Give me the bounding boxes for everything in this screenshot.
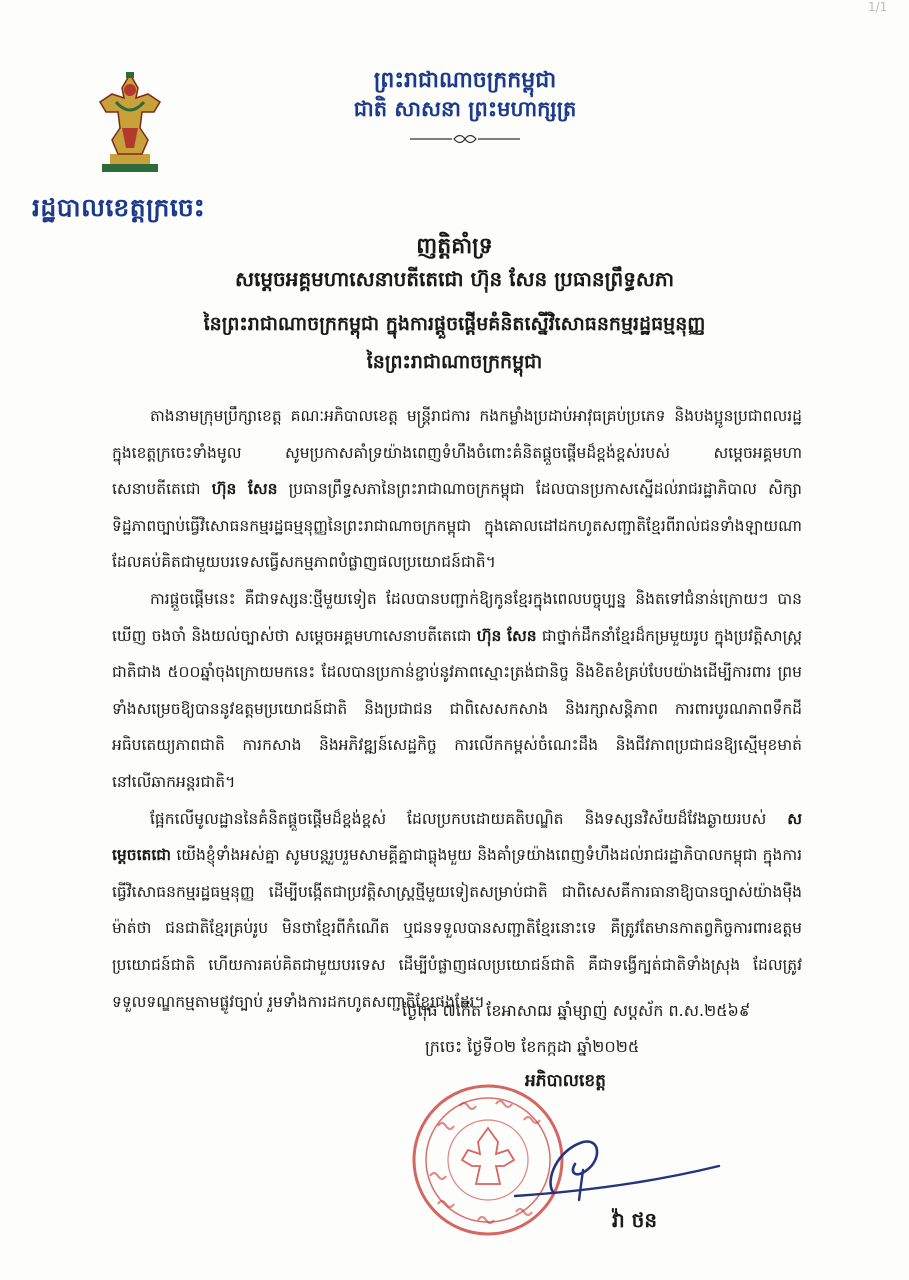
notice-heading: ញត្តិគាំទ្រ bbox=[416, 234, 493, 259]
paragraph-2-text-a: ការផ្តួចផ្តើមនេះ គឺជាទស្សនៈថ្មីមួយទៀត ដែលបានបញ្ជាក់ឱ្យកូនខ្មែរក្នុងពេលបច្ចុប្បន្ន និងតទៅជំនាន់ក្រោយៗ បានឃើញ ចងចាំ និងយល់ច្បាស់ថា សម្តេចអគ្គមហាសេនាបតីតេជោ bbox=[112, 589, 802, 645]
paragraph-1-name: ហ៊ុន សែន bbox=[211, 480, 278, 499]
signer-title: អភិបាលខេត្ត bbox=[525, 1071, 606, 1091]
lunar-date: ថ្ងៃពុធ ៧កើត ខែអាសាឍ ឆ្នាំម្សាញ់ សប្តស័ក ព.ស.២៥៦៩ bbox=[402, 1001, 751, 1020]
signature-icon bbox=[505, 1130, 725, 1210]
document-body bbox=[112, 398, 802, 1020]
national-motto: ជាតិ សាសនា ព្រះមហាក្សត្រ bbox=[353, 97, 577, 121]
kingdom-title: ព្រះរាជាណាចក្រកម្ពុជា bbox=[373, 68, 557, 93]
notice-subject-line-3: នៃព្រះរាជាណាចក្រកម្ពុជា bbox=[366, 351, 543, 373]
solar-date: ក្រចេះ ថ្ងៃទី០២ ខែកក្កដា ឆ្នាំ២០២៥ bbox=[425, 1037, 640, 1056]
paragraph-1-text-b: ប្រធានព្រឹទ្ធសភានៃព្រះរាជាណាចក្រកម្ពុជា ដែលបានប្រកាសស្នើដល់រាជរដ្ឋាភិបាល សិក្សាទិដ្ឋភាពច្បាប់ធ្វើវិសោធនកម្មរដ្ឋធម្មនុញ្ញនៃព្រះរាជាណាចក្រកម្ពុជា ក្នុងគោលដៅដកហូតសញ្ជាតិខ្មែរពីរាល់ជនទាំងឡាយណា ដែលគប់គិតជាមួយបរទេសធ្វើសកម្មភាពបំផ្លាញផលប្រយោជន៍ជាតិ។ bbox=[112, 480, 802, 572]
paragraph-3-text-a: ផ្អែកលើមូលដ្ឋាននៃគំនិតផ្តួចផ្តើមដ៏ខ្ពង់ខ្ពស់ ដែលប្រកបដោយគតិបណ្ឌិត និងទស្សនវិស័យដ៏វែងឆ្ងាយរបស់ bbox=[150, 809, 788, 828]
garuda-crest-icon bbox=[96, 68, 164, 178]
ornament-divider-icon bbox=[410, 132, 520, 146]
corner-mark: 1/1 bbox=[868, 0, 888, 14]
paragraph-3-name: សម្តេចតេជោ bbox=[112, 809, 802, 865]
notice-subject-line-2: នៃព្រះរាជាណាចក្រកម្ពុជា ក្នុងការផ្តួចផ្តើមគំនិតស្នើវិសោធនកម្មរដ្ឋធម្មនុញ្ញ bbox=[203, 313, 706, 335]
signer-name: វ៉ា ថន bbox=[612, 1208, 658, 1232]
issuing-authority: រដ្ឋបាលខេត្តក្រចេះ bbox=[32, 193, 206, 222]
paragraph-3-text-b: យើងខ្ញុំទាំងអស់គ្នា សូមបន្តរួបរួមសាមគ្គីគ្នាជាធ្លុងមួយ និងគាំទ្រយ៉ាងពេញទំហឹងដល់រាជរដ្ឋាភិបាលកម្ពុជា ក្នុងការធ្វើវិសោធនកម្មរដ្ឋធម្មនុញ្ញ ដើម្បីបង្កើតជាប្រវត្តិសាស្ត្រថ្មីមួយទៀតសម្រាប់ជាតិ ជាពិសេសគឺការធានាឱ្យបានច្បាស់យ៉ាងម៉ឺងម៉ាត់ថា ជនជាតិខ្មែរគ្រប់រូប មិនថាខ្មែរពីកំណើត ឬជនទទួលបានសញ្ជាតិខ្មែរនោះទេ គឺត្រូវតែមានកាតព្វកិច្ចការពារឧត្តមប្រយោជន៍ជាតិ ហើយការគប់គិតជាមួយបរទេស ដើម្បីបំផ្លាញផលប្រយោជន៍ជាតិ គឺជាទង្វើក្បត់ជាតិទាំងស្រុង ដែលត្រូវទទួលទណ្ឌកម្មតាមផ្លូវច្បាប់ រួមទាំងការដកហូតសញ្ជាតិខ្មែរផងដែរ។ bbox=[112, 846, 802, 1011]
notice-subject-line-1: សម្តេចអគ្គមហាសេនាបតីតេជោ ហ៊ុន សែន ប្រធានព្រឹទ្ធសភា bbox=[234, 267, 675, 291]
paragraph-1-text-a: តាងនាមក្រុមប្រឹក្សាខេត្ត គណៈអភិបាលខេត្ត មន្ត្រីរាជការ កងកម្លាំងប្រដាប់អាវុធគ្រប់ប្រភេទ និងបងប្អូនប្រជាពលរដ្ឋក្នុងខេត្តក្រចេះទាំងមូល សូមប្រកាសគាំទ្រយ៉ាងពេញទំហឹងចំពោះគំនិតផ្តួចផ្តើមដ៏ខ្ពង់ខ្ពស់របស់ សម្តេចអគ្គមហាសេនាបតីតេជោ bbox=[112, 407, 802, 499]
paragraph-2-name: ហ៊ុន សែន bbox=[476, 626, 537, 645]
paragraph-1 bbox=[112, 398, 802, 581]
paragraph-3 bbox=[112, 801, 802, 1021]
paragraph-2 bbox=[112, 581, 802, 801]
paragraph-2-text-b: ជាថ្នាក់ដឹកនាំខ្មែរដ៏កម្រមួយរូប ក្នុងប្រវត្តិសាស្ត្រជាតិជាង ៥០០ឆ្នាំចុងក្រោយមកនេះ ដែលបានប្រកាន់ខ្ជាប់នូវភាពស្មោះត្រង់ជានិច្ច និងខិតខំគ្រប់បែបយ៉ាងដើម្បីការពារ ព្រមទាំងសម្រេចឱ្យបាននូវឧត្តមប្រយោជន៍ជាតិ និងប្រជាជន ជាពិសេសកសាង និងរក្សាសន្តិភាព ការពារបូរណភាពទឹកដី អធិបតេយ្យភាពជាតិ ការកសាង និងអភិវឌ្ឍន៍សេដ្ឋកិច្ច ការលើកកម្ពស់ចំណេះដឹង និងជីវភាពប្រជាជនឱ្យស្មើមុខមាត់នៅលើឆាកអន្តរជាតិ។ bbox=[112, 626, 802, 791]
